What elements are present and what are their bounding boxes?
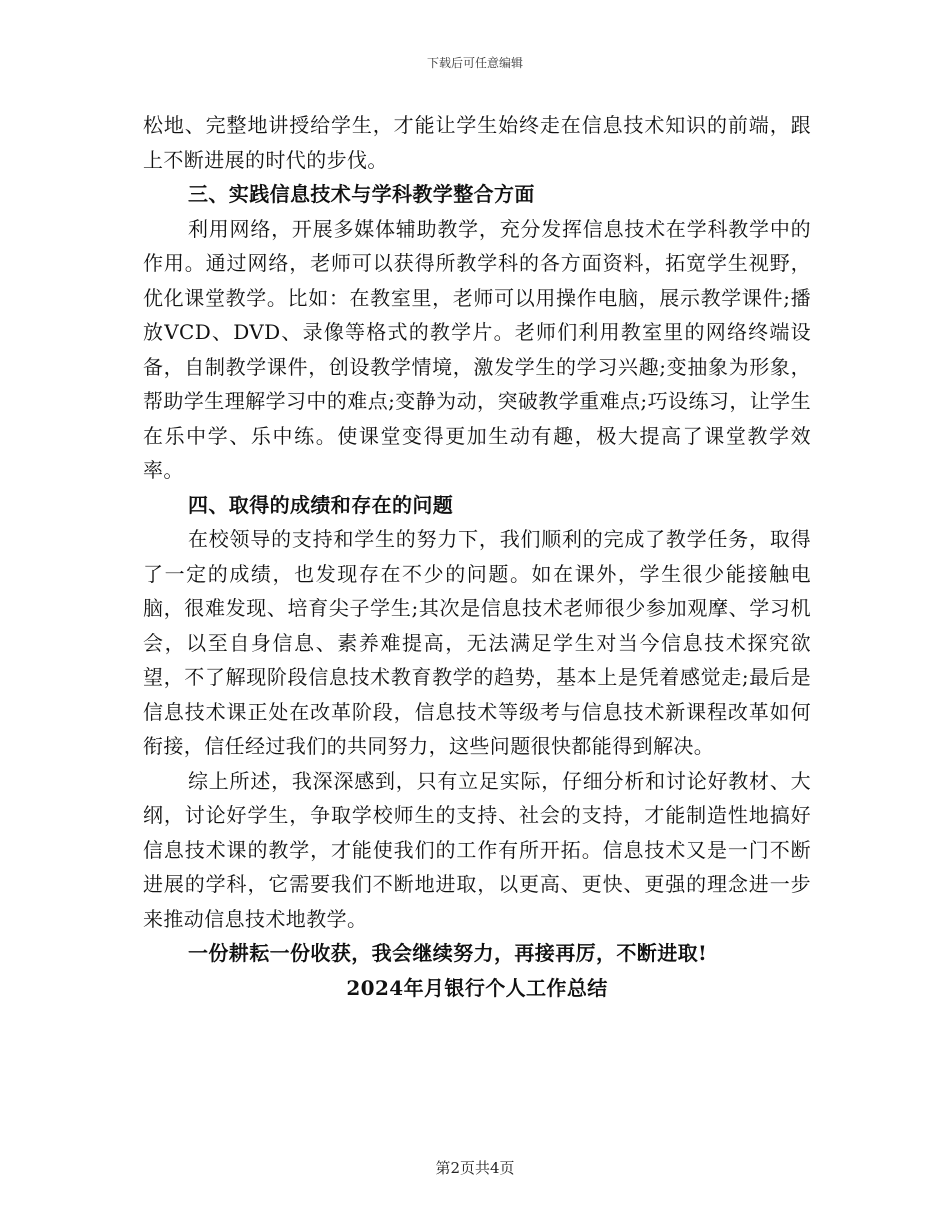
next-document-title: 2024年月银行个人工作总结 xyxy=(346,975,608,1000)
section-heading-4: 四、取得的成绩和存在的问题 xyxy=(188,492,454,517)
paragraph-continued: 松地、完整地讲授给学生，才能让学生始终走在信息技术知识的前端，跟上不断进展的时代的步伐。 xyxy=(143,113,811,172)
paragraph-achievements: 在校领导的支持和学生的努力下，我们顺利的完成了教学任务，取得了一定的成绩，也发现存在不少的问题。如在课外，学生很少能接触电脑，很难发现、培育尖子学生;其次是信息技术老师很少参加观摩、学习机会，以至自身信息、素养难提高，无法满足学生对当今信息技术探究欲望，不了解现阶段信息技术教育教学的趋势，基本上是凭着感觉走;最后是信息技术课正处在改革阶段，信息技术等级考与信息技术新课程改革如何衔接，信任经过我们的共同努力，这些问题很快都能得到解决。 xyxy=(143,527,811,758)
section-heading-3: 三、实践信息技术与学科教学整合方面 xyxy=(188,182,535,206)
paragraph-integration: 利用网络，开展多媒体辅助教学，充分发挥信息技术在学科教学中的作用。通过网络，老师可以获得所教学科的各方面资料，拓宽学生视野，优化课堂教学。比如：在教室里，老师可以用操作电脑，展示教学课件;播放VCD、DVD、录像等格式的教学片。老师们利用教室里的网络终端设备，自制教学课件，创设教学情境，激发学生的学习兴趣;变抽象为形象，帮助学生理解学习中的难点;变静为动，突破教学重难点;巧设练习，让学生在乐中学、乐中练。使课堂变得更加生动有趣，极大提高了课堂教学效率。 xyxy=(143,216,811,482)
page-header: 下载后可任意编辑 xyxy=(426,56,523,70)
page-footer: 第2页共4页 xyxy=(435,1159,515,1177)
closing-statement: 一份耕耘一份收获，我会继续努力，再接再厉，不断进取! xyxy=(188,941,708,965)
paragraph-summary: 综上所述，我深深感到，只有立足实际，仔细分析和讨论好教材、大纲，讨论好学生，争取学校师生的支持、社会的支持，才能制造性地搞好信息技术课的教学，才能使我们的工作有所开拓。信息技术又是一门不断进展的学科，它需要我们不断地进取，以更高、更快、更强的理念进一步来推动信息技术地教学。 xyxy=(143,768,811,931)
document-body xyxy=(143,108,811,1005)
